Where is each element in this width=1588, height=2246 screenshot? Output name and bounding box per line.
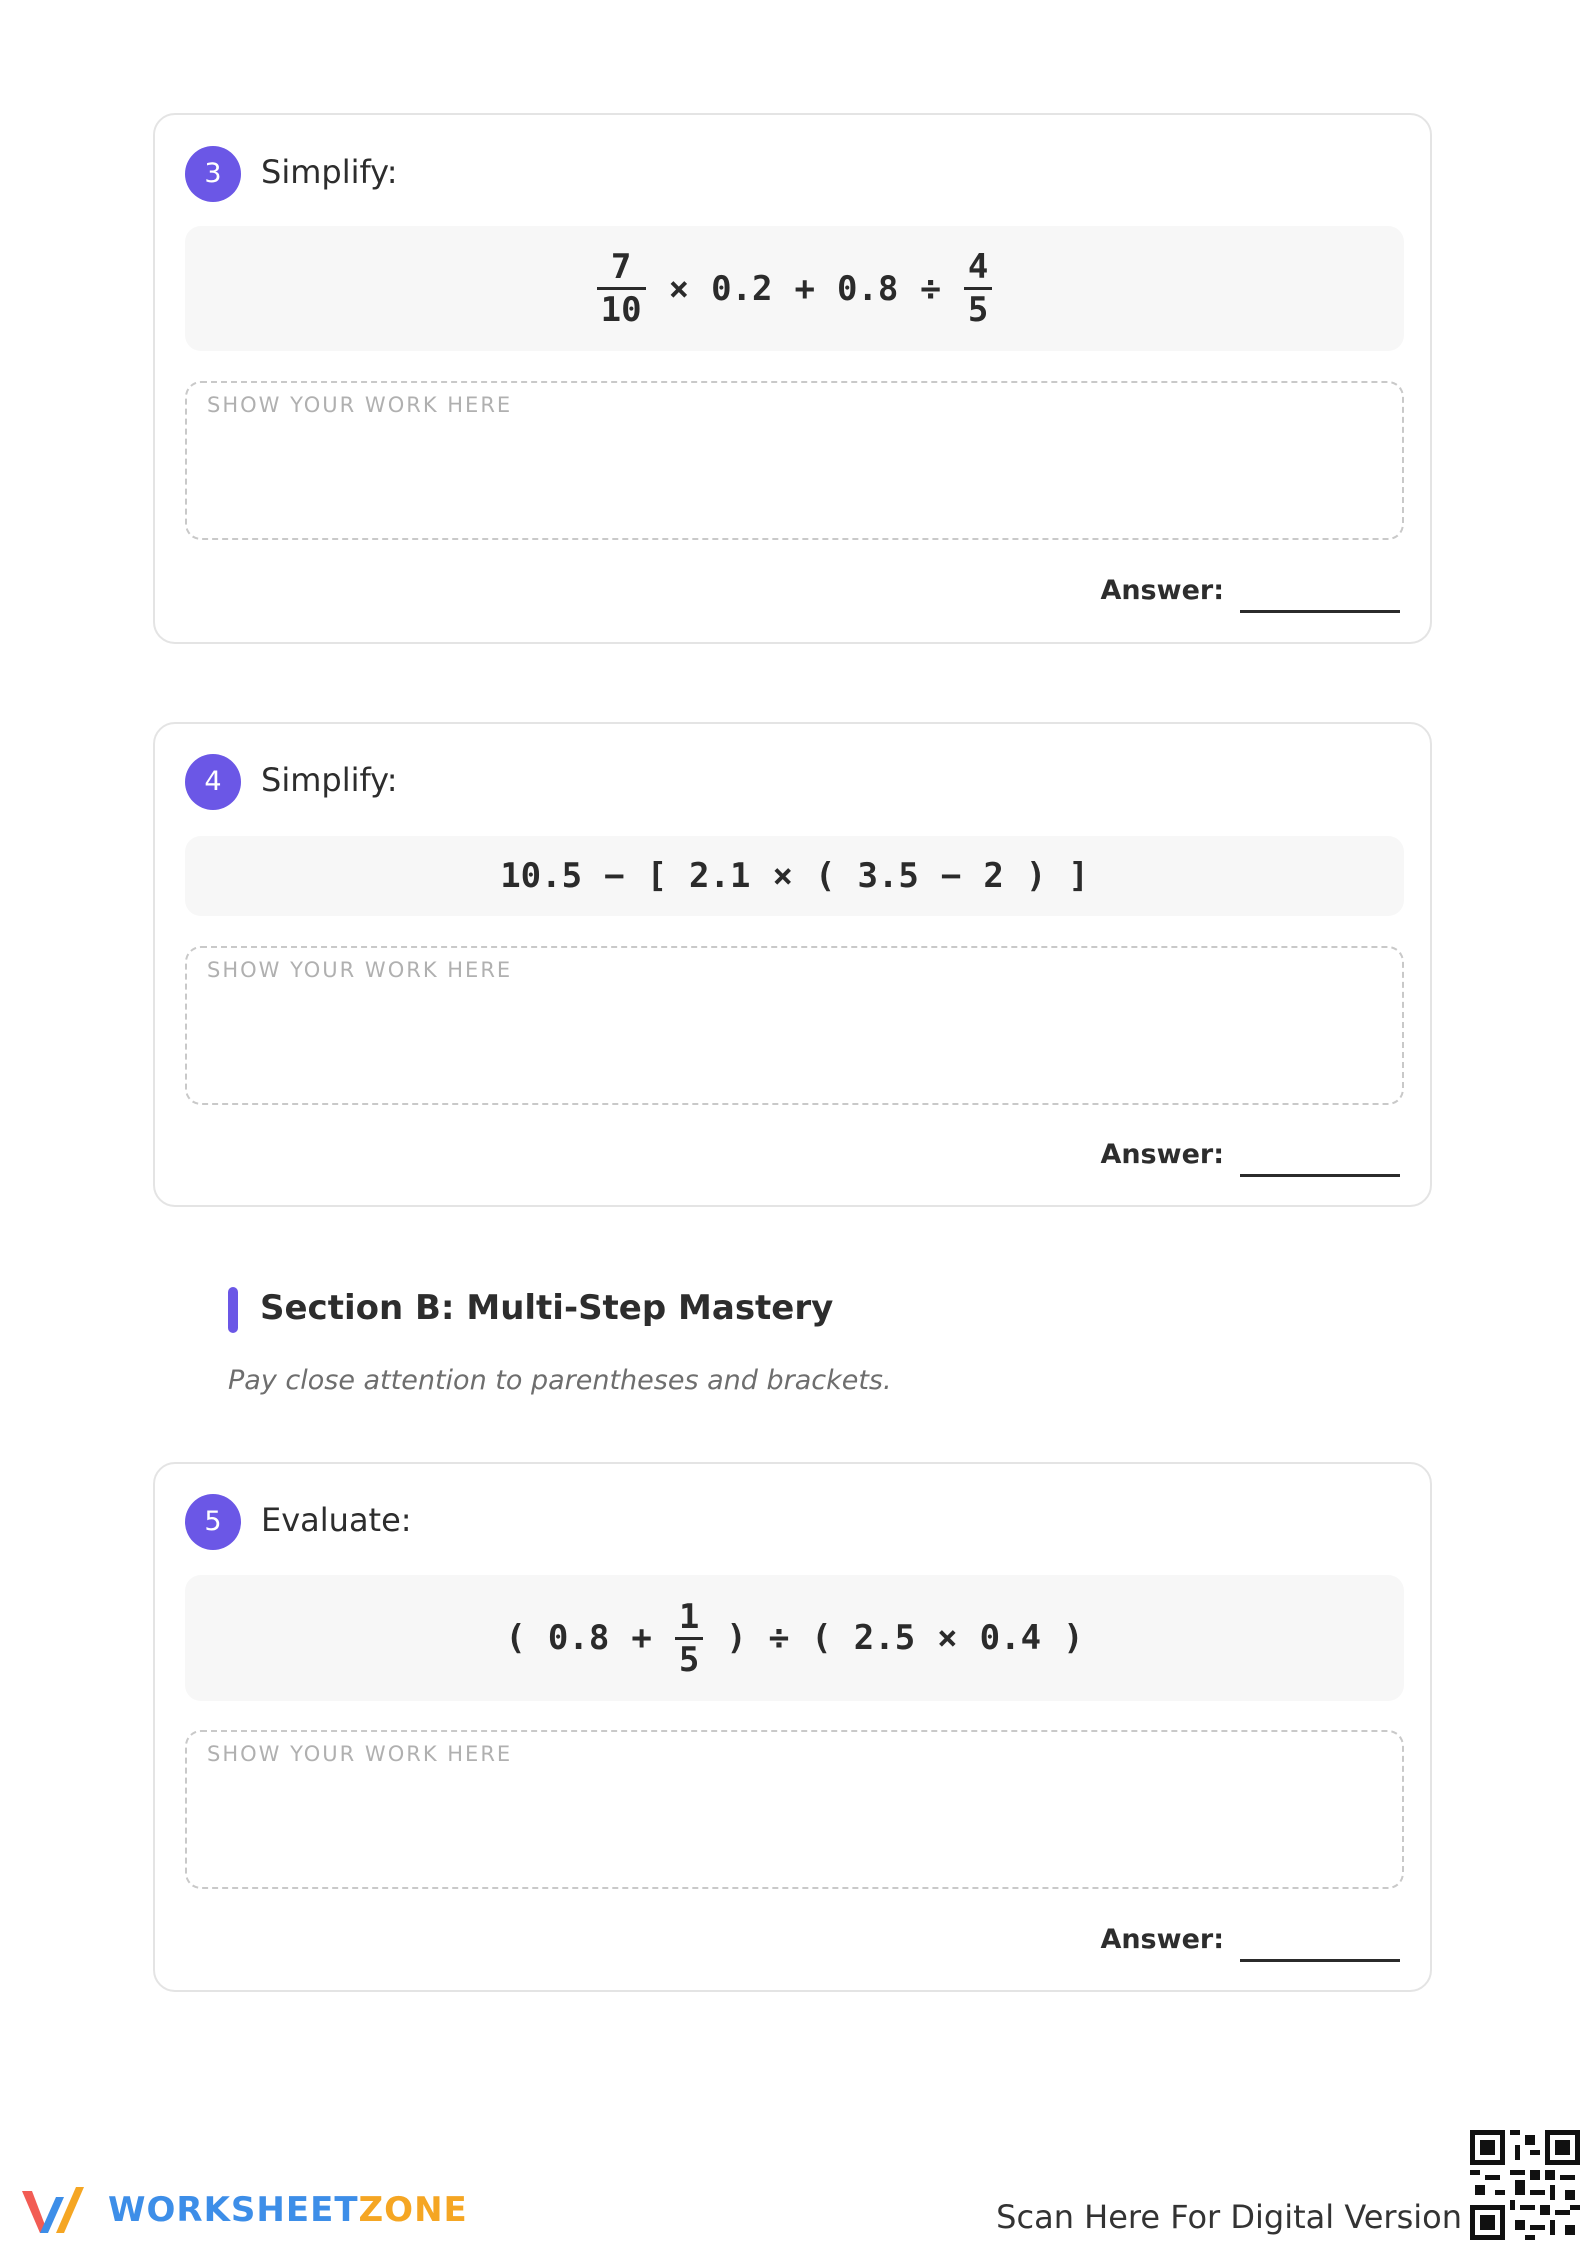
expression-box [185, 226, 1404, 351]
expr-parenthesis: ) [1025, 856, 1047, 896]
expression-box [185, 836, 1404, 916]
expr-operator: + [794, 268, 815, 309]
work-area[interactable] [185, 381, 1404, 540]
work-area-placeholder: SHOW YOUR WORK HERE [207, 1742, 513, 1766]
fraction-numerator: 1 [678, 1596, 700, 1637]
question-instruction: Simplify: [261, 153, 398, 191]
expr-operator: × [772, 856, 793, 896]
expr-value: 0.4 [979, 1618, 1042, 1658]
expr-value: 2.5 [853, 1618, 916, 1658]
scan-instruction: Scan Here For Digital Version [996, 2198, 1462, 2236]
qr-code-icon[interactable] [1470, 2130, 1580, 2240]
expr-bracket: [ [646, 856, 668, 896]
question-instruction: Simplify: [261, 761, 398, 799]
work-area-placeholder: SHOW YOUR WORK HERE [207, 958, 513, 982]
answer-label: Answer: [1100, 1924, 1224, 1955]
expr-value: 2 [983, 856, 1004, 896]
expr-operator: + [631, 1618, 652, 1658]
fraction-numerator: 7 [610, 247, 632, 287]
logo-wordmark-part2: ZONE [358, 2190, 468, 2230]
question-card-4 [153, 722, 1432, 1207]
fraction [964, 247, 992, 330]
question-number-badge: 3 [185, 146, 241, 202]
section-title: Section B: Multi-Step Mastery [260, 1288, 834, 1328]
logo-wordmark [108, 2190, 468, 2230]
expr-parenthesis: ( [814, 856, 836, 896]
expr-operator: × [937, 1618, 958, 1658]
expr-parenthesis: ( [505, 1618, 526, 1658]
logo-wordmark-part1: WORKSHEET [108, 2190, 359, 2230]
fraction-denominator: 5 [967, 290, 989, 330]
expr-parenthesis: ( [811, 1618, 832, 1658]
expr-value: 0.8 [836, 268, 899, 309]
fraction [675, 1597, 703, 1680]
section-subtitle: Pay close attention to parentheses and brackets. [228, 1365, 892, 1396]
fraction-denominator: 10 [600, 290, 642, 330]
answer-label: Answer: [1100, 1139, 1224, 1170]
answer-blank[interactable] [1240, 1959, 1400, 1962]
expr-operator: − [940, 856, 962, 896]
expr-operator: − [604, 856, 625, 896]
answer-label: Answer: [1100, 575, 1224, 606]
expr-value: 10.5 [500, 856, 583, 896]
answer-blank[interactable] [1240, 1174, 1400, 1177]
question-card-5 [153, 1462, 1432, 1992]
answer-blank[interactable] [1240, 610, 1400, 613]
expr-operator: ÷ [920, 268, 941, 309]
expr-operator: ÷ [768, 1618, 790, 1658]
expr-value: 0.8 [547, 1618, 610, 1658]
question-card-3 [153, 113, 1432, 644]
question-number-badge: 5 [185, 1494, 241, 1550]
expr-bracket: ] [1068, 856, 1089, 896]
work-area[interactable] [185, 1730, 1404, 1889]
question-number-badge: 4 [185, 754, 241, 810]
work-area-placeholder: SHOW YOUR WORK HERE [207, 393, 513, 417]
expr-value: 0.2 [711, 268, 773, 309]
section-accent-bar [228, 1287, 238, 1333]
work-area[interactable] [185, 946, 1404, 1105]
expr-parenthesis: ) [726, 1618, 747, 1658]
worksheetzone-logo-icon [18, 2183, 98, 2239]
expression-box [185, 1575, 1404, 1701]
expr-value: 2.1 [689, 856, 751, 896]
fraction [597, 247, 646, 330]
fraction-denominator: 5 [678, 1639, 700, 1680]
fraction-numerator: 4 [967, 247, 989, 287]
expr-value: 3.5 [857, 856, 919, 896]
expr-parenthesis: ) [1063, 1618, 1084, 1658]
expr-operator: × [668, 268, 690, 309]
question-instruction: Evaluate: [261, 1501, 412, 1539]
